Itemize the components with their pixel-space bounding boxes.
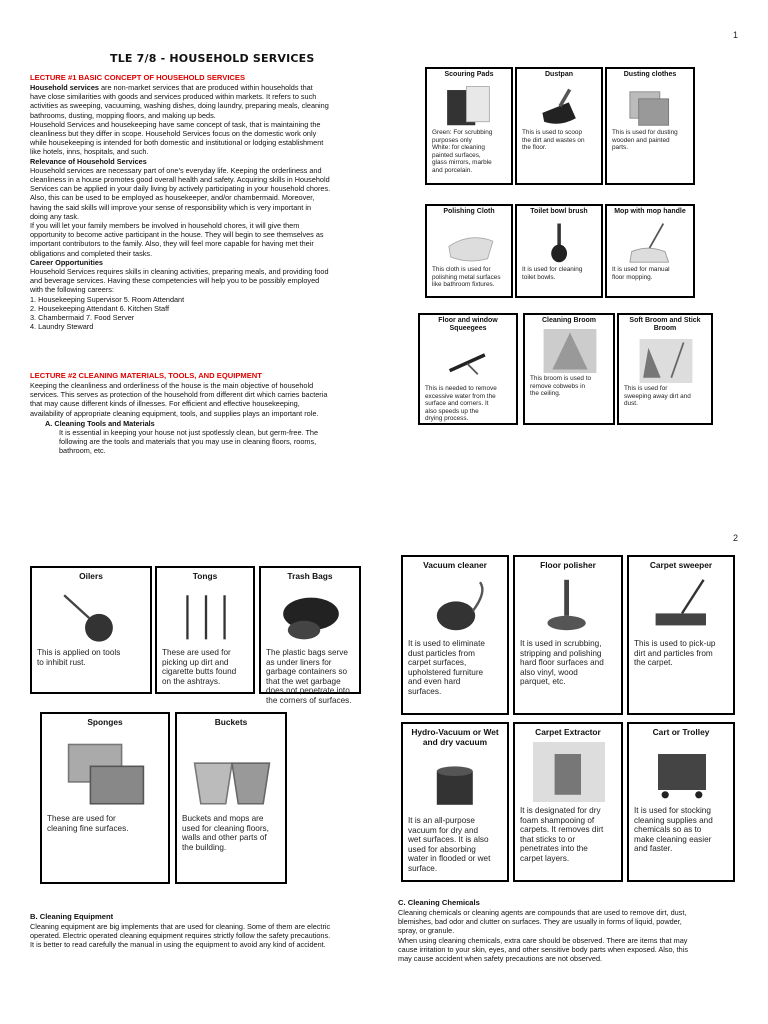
description-line: toilet bowls. bbox=[522, 273, 556, 281]
text-line bbox=[30, 304, 375, 313]
text-line: following are the tools and materials that you may use in cleaning floors, rooms, bbox=[59, 437, 317, 447]
section-b-heading: B. Cleaning Equipment bbox=[30, 912, 114, 921]
description-line: used for absorbing bbox=[408, 844, 476, 854]
description-line: chemicals so as to bbox=[634, 825, 702, 835]
line-text: while housekeeping is intended for both domestic and institutional or lodging establishment bbox=[30, 138, 324, 148]
tool-card bbox=[627, 555, 735, 715]
description-line: carpet surfaces, bbox=[408, 658, 467, 668]
text-line bbox=[30, 267, 375, 276]
description-line: the ceiling. bbox=[530, 390, 561, 398]
description-line: This is needed to remove bbox=[425, 385, 497, 392]
tool-illustration bbox=[522, 220, 598, 264]
text-line bbox=[30, 157, 375, 166]
description-line: that sticks to or bbox=[520, 834, 576, 844]
description-line: also vinyl, wood bbox=[520, 667, 578, 677]
description-line: purposes only bbox=[432, 136, 472, 144]
card-title: Tongs bbox=[192, 571, 218, 581]
line-text: have close similarities with goods and services produced within markets. It refers to such bbox=[30, 92, 317, 102]
text-line: bathroom, etc. bbox=[59, 446, 106, 456]
description-line: This is used to pick-up bbox=[634, 639, 716, 648]
tool-illustration bbox=[425, 339, 513, 383]
line-text: activities as sweeping, vacuuming, washing dishes, doing laundry, preparing meals, cleaning bbox=[30, 101, 329, 111]
line-text: 4. Laundry Steward bbox=[30, 322, 94, 332]
description-line: hard floor surfaces and bbox=[520, 658, 604, 668]
description-line: as under liners for bbox=[266, 657, 332, 667]
bold-term: Household services bbox=[30, 83, 99, 92]
description-line: that the wet garbage bbox=[266, 676, 341, 686]
text-line bbox=[30, 276, 375, 285]
description-line: These are used for bbox=[162, 648, 231, 657]
description-line: These are used for bbox=[47, 814, 116, 823]
tool-illustration bbox=[432, 83, 508, 127]
card-description bbox=[432, 266, 507, 289]
description-line: It is an all-purpose bbox=[408, 816, 475, 825]
description-line: parquet, etc. bbox=[520, 677, 566, 687]
card-description bbox=[266, 648, 355, 706]
description-line: carpets. It removes dirt bbox=[520, 825, 604, 835]
card-description bbox=[432, 129, 507, 175]
section-c-heading: C. Cleaning Chemicals bbox=[398, 898, 480, 907]
tool-card bbox=[605, 204, 695, 298]
tool-illustration bbox=[266, 586, 356, 644]
text-line: It is better to read carefully the manual in using the equipment to avoid any kind of accident. bbox=[30, 940, 326, 950]
text-line bbox=[30, 147, 375, 156]
subsection-a-body bbox=[59, 428, 369, 456]
line-text: bathrooms, dusting, mopping floors, and making up beds. bbox=[30, 110, 216, 120]
text-line bbox=[30, 92, 375, 101]
tool-illustration bbox=[522, 83, 598, 127]
text-line bbox=[30, 313, 375, 322]
tool-illustration bbox=[612, 83, 690, 127]
text-line: blemishes, bad odor and clutter on surfaces. They are usually in forms of liquid, powder, bbox=[398, 917, 682, 927]
page-number-2: 2 bbox=[733, 533, 739, 543]
card-title: Mop with mop handle bbox=[614, 208, 686, 215]
description-line: the floor. bbox=[522, 144, 547, 152]
card-description bbox=[182, 814, 281, 852]
description-line: floor mopping. bbox=[612, 273, 653, 281]
description-line: This broom is used to bbox=[530, 375, 592, 382]
lecture2-heading: LECTURE #2 CLEANING MATERIALS, TOOLS, AND EQUIPMENT bbox=[30, 371, 262, 380]
description-line: dust. bbox=[624, 400, 638, 408]
description-line: vacuum for dry and bbox=[408, 825, 479, 835]
card-description bbox=[612, 129, 689, 152]
card-description bbox=[624, 385, 707, 408]
card-description bbox=[612, 266, 689, 281]
line-text: Household Services requires skills in cleaning activities, preparing meals, and providing food bbox=[30, 267, 329, 277]
text-line bbox=[30, 258, 375, 267]
card-title: Trash Bags bbox=[287, 571, 333, 581]
description-line: This is used for dusting bbox=[612, 129, 678, 136]
description-line: also speeds up the bbox=[425, 407, 479, 415]
description-line: This cloth is used for bbox=[432, 266, 491, 273]
line-text: doing any task. bbox=[30, 211, 80, 221]
text-line: cause irritation to your skin, eyes, and other sensitive body parts when exposed. Also, this bbox=[398, 944, 689, 954]
document-title: TLE 7/8 - HOUSEHOLD SERVICES bbox=[110, 52, 315, 65]
text-line bbox=[30, 203, 375, 212]
tool-card bbox=[175, 712, 287, 884]
text-line: Cleaning chemicals or cleaning agents are compounds that are used to remove dirt, dust, bbox=[398, 908, 687, 917]
tool-card bbox=[155, 566, 255, 694]
description-line: It is used for stocking bbox=[634, 806, 711, 815]
description-line: to inhibit rust. bbox=[37, 657, 86, 667]
line-text: having the said skills will improve your sense of responsibility which is very important in bbox=[30, 202, 312, 212]
card-title: Sponges bbox=[87, 717, 123, 727]
description-line: cigarette butts found bbox=[162, 667, 237, 677]
line-text: Also, this can be used to be employed as housekeeper, and/or chambermaid. Moreover, bbox=[30, 193, 315, 203]
text-line bbox=[30, 138, 375, 147]
text-line bbox=[30, 166, 375, 175]
text-line: may cause accident when safety precautions are not observed. bbox=[398, 954, 603, 964]
line-text: Household Services and housekeeping have same concept of task, that is maintaining the bbox=[30, 119, 321, 129]
text-line bbox=[30, 295, 375, 304]
text-line bbox=[30, 322, 375, 331]
line-text: and beverage services. Having these competencies will help you to be possibly employed bbox=[30, 276, 320, 286]
text-line bbox=[30, 212, 375, 221]
description-line: the carpet. bbox=[634, 658, 673, 668]
tool-illustration bbox=[520, 575, 618, 635]
line-text: 1. Housekeeping Supervisor 5. Room Attendant bbox=[30, 294, 185, 304]
lecture1-heading: LECTURE #1 BASIC CONCEPT OF HOUSEHOLD SERVICES bbox=[30, 73, 246, 82]
text-line bbox=[30, 239, 375, 248]
tool-illustration bbox=[47, 732, 165, 810]
description-line: Green: For scrubbing bbox=[432, 129, 493, 136]
subsection-a-heading: A. Cleaning Tools and Materials bbox=[45, 419, 155, 428]
description-line: surface and corners. It bbox=[425, 400, 489, 408]
tool-card bbox=[617, 313, 713, 425]
tool-illustration bbox=[520, 742, 618, 802]
description-line: cleaning fine surfaces. bbox=[47, 823, 129, 833]
line-text: 2. Housekeeping Attendant 6. Kitchen Staff bbox=[30, 303, 170, 313]
text-line: It is essential in keeping your house not just spotlessly clean, but germ-free. The bbox=[59, 428, 319, 437]
tool-card bbox=[30, 566, 152, 694]
text-line bbox=[30, 129, 375, 138]
text-line bbox=[30, 221, 375, 230]
description-line: the building. bbox=[182, 842, 227, 852]
description-line: picking up dirt and bbox=[162, 657, 229, 667]
card-title: Toilet bowl brush bbox=[530, 208, 588, 215]
description-line: cleaning supplies and bbox=[634, 815, 713, 825]
card-title: Carpet Extractor bbox=[535, 727, 601, 737]
card-description bbox=[425, 385, 512, 423]
tool-illustration bbox=[432, 220, 508, 264]
text-line bbox=[30, 175, 375, 184]
tool-card bbox=[425, 204, 513, 298]
description-line: wooden and painted bbox=[612, 136, 670, 144]
description-line: The plastic bags serve bbox=[266, 648, 348, 657]
description-line: It is used for manual bbox=[612, 266, 670, 273]
description-line: wet surfaces. It is also bbox=[408, 835, 489, 845]
card-description bbox=[520, 639, 617, 687]
lecture1-body bbox=[30, 83, 375, 331]
description-line: It is designated for dry bbox=[520, 806, 601, 815]
line-text: with the following careers: bbox=[30, 285, 114, 295]
card-description bbox=[47, 814, 164, 833]
card-description bbox=[634, 639, 729, 668]
tool-card bbox=[523, 313, 615, 425]
tool-illustration bbox=[408, 575, 504, 635]
description-line: and porcelain. bbox=[432, 166, 473, 174]
description-line: foam shampooing of bbox=[520, 815, 595, 825]
line-text: If you will let your family members be involved in household chores, it will give them bbox=[30, 221, 300, 231]
text-line: availability of appropriate cleaning equipment, tools, and supplies plays an important role. bbox=[30, 408, 319, 418]
description-line: polishing metal surfaces bbox=[432, 273, 501, 281]
card-title: Hydro-Vacuum or Wet and dry vacuum bbox=[411, 727, 499, 747]
text-line bbox=[30, 101, 375, 110]
description-line: garbage containers so bbox=[266, 667, 348, 677]
card-description bbox=[408, 639, 503, 697]
tool-card bbox=[515, 204, 603, 298]
line-text: important contributors to the family. Also, they will feel more capable for having met their bbox=[30, 239, 314, 249]
card-title: Scouring Pads bbox=[444, 71, 494, 78]
line-text: obligations and completed their tasks. bbox=[30, 248, 153, 258]
tool-illustration bbox=[408, 752, 504, 812]
card-description bbox=[162, 648, 249, 686]
text-line bbox=[30, 120, 375, 129]
description-line: and faster. bbox=[634, 844, 673, 854]
line-text: 3. Chambermaid 7. Food Server bbox=[30, 313, 135, 323]
bold-term: Career Opportunities bbox=[30, 257, 103, 267]
card-description bbox=[634, 806, 729, 854]
description-line: It is used to eliminate bbox=[408, 639, 485, 648]
tool-card bbox=[418, 313, 518, 425]
line-text: like hotels, inns, hospitals, and such. bbox=[30, 147, 149, 157]
description-line: painted surfaces, bbox=[432, 151, 481, 159]
description-line: excessive water from the bbox=[425, 392, 496, 400]
card-title: Dustpan bbox=[545, 71, 573, 78]
card-title: Floor and window Squeegees bbox=[438, 317, 498, 332]
tool-card bbox=[425, 67, 513, 185]
tool-illustration bbox=[624, 339, 708, 383]
card-description bbox=[520, 806, 617, 864]
description-line: and even hard bbox=[408, 677, 461, 687]
line-text: are non-market services that are produced within households that bbox=[98, 83, 313, 92]
card-description bbox=[522, 129, 597, 152]
card-title: Vacuum cleaner bbox=[423, 560, 487, 570]
text-line: services. This serves as protection of the household from different dirt which carries bacteria bbox=[30, 390, 328, 400]
tool-card bbox=[259, 566, 361, 705]
description-line: make cleaning easier bbox=[634, 834, 712, 844]
tool-illustration bbox=[162, 586, 250, 644]
description-line: used for cleaning floors, bbox=[182, 823, 269, 833]
card-title: Dusting clothes bbox=[623, 71, 677, 78]
description-line: It is used for cleaning bbox=[522, 266, 583, 273]
tool-card bbox=[40, 712, 170, 884]
lecture2-body bbox=[30, 381, 375, 418]
line-text: Services can be applied in your daily living by actively participating in your household chores. bbox=[30, 184, 331, 194]
card-description bbox=[522, 266, 597, 281]
text-line bbox=[30, 285, 375, 294]
description-line: surfaces. bbox=[408, 686, 442, 696]
text-line: Keeping the cleanliness and orderliness of the house is the main objective of household bbox=[30, 381, 314, 390]
description-line: dirt and particles from bbox=[634, 648, 713, 658]
section-b-body bbox=[30, 922, 375, 950]
description-line: glass mirrors, marble bbox=[432, 159, 492, 167]
page-number-1: 1 bbox=[733, 30, 739, 40]
tool-card bbox=[401, 722, 509, 882]
tool-illustration bbox=[530, 329, 610, 373]
text-line bbox=[30, 111, 375, 120]
card-title: Carpet sweeper bbox=[649, 560, 713, 570]
description-line: on the ashtrays. bbox=[162, 676, 221, 686]
description-line: White: for cleaning bbox=[432, 144, 485, 152]
description-line: the corners of surfaces. bbox=[266, 695, 352, 705]
bold-term: Relevance of Household Services bbox=[30, 156, 147, 166]
card-title: Oilers bbox=[79, 571, 103, 581]
card-description bbox=[37, 648, 146, 667]
text-line bbox=[30, 230, 375, 239]
description-line: This is used to scoop bbox=[522, 129, 583, 136]
card-title: Cleaning Broom bbox=[541, 317, 597, 324]
text-line bbox=[30, 193, 375, 202]
tool-card bbox=[515, 67, 603, 185]
description-line: remove cobwebs in bbox=[530, 382, 586, 390]
card-description bbox=[530, 375, 609, 398]
card-description bbox=[408, 816, 503, 874]
description-line: surface. bbox=[408, 863, 438, 873]
tool-card bbox=[513, 722, 623, 882]
description-line: the dirt and wastes on bbox=[522, 136, 585, 144]
text-line: spray, or granule. bbox=[398, 926, 455, 936]
section-c-body bbox=[398, 908, 743, 963]
card-title: Cart or Trolley bbox=[652, 727, 710, 737]
description-line: stripping and polishing bbox=[520, 648, 602, 658]
line-text: cleanliness but they differ in scope. Household Services focus on the domestic work only bbox=[30, 129, 317, 139]
tool-illustration bbox=[37, 586, 147, 644]
text-line: Cleaning equipment are big implements that are used for cleaning. Some of them are electric bbox=[30, 922, 331, 931]
text-line: that may cause different kinds of illnesses. For efficient and effective housekeeping, bbox=[30, 399, 300, 409]
text-line bbox=[30, 249, 375, 258]
tool-illustration bbox=[612, 220, 690, 264]
description-line: does not penetrate into bbox=[266, 686, 350, 696]
description-line: parts. bbox=[612, 144, 628, 152]
text-line: operated. Electric operated cleaning equipment requires strictly follow the safety precautions. bbox=[30, 931, 331, 941]
tool-illustration bbox=[634, 575, 730, 635]
description-line: This is applied on tools bbox=[37, 648, 121, 657]
line-text: opportunity to become active participant in the house. They will begin to see themselves as bbox=[30, 230, 324, 240]
description-line: walls and other parts of bbox=[182, 833, 267, 843]
text-line bbox=[30, 184, 375, 193]
description-line: carpet layers. bbox=[520, 853, 570, 863]
description-line: It is used in scrubbing, bbox=[520, 639, 602, 648]
card-title: Polishing Cloth bbox=[443, 208, 495, 215]
text-line bbox=[30, 83, 375, 92]
tool-card bbox=[627, 722, 735, 882]
description-line: like bathroom fixtures. bbox=[432, 281, 495, 289]
description-line: Buckets and mops are bbox=[182, 814, 264, 823]
description-line: upholstered furniture bbox=[408, 667, 484, 677]
description-line: drying process. bbox=[425, 415, 469, 423]
card-title: Floor polisher bbox=[540, 560, 596, 570]
tool-card bbox=[513, 555, 623, 715]
description-line: dust particles from bbox=[408, 648, 475, 658]
description-line: This is used for bbox=[624, 385, 668, 392]
card-title: Buckets bbox=[214, 717, 248, 727]
tool-card bbox=[605, 67, 695, 185]
tool-illustration bbox=[634, 742, 730, 802]
text-line: When using cleaning chemicals, extra care should be observed. There are items that may bbox=[398, 935, 688, 945]
tool-card bbox=[401, 555, 509, 715]
line-text: cleanliness in a house promotes good overall health and safety. Acquiring skills in Household bbox=[30, 175, 330, 185]
description-line: water in flooded or wet bbox=[408, 854, 491, 864]
card-title: Soft Broom and Stick Broom bbox=[629, 317, 701, 332]
description-line: penetrates into the bbox=[520, 844, 588, 854]
line-text: Household services are necessary part of one’s everyday life. Keeping the orderliness and bbox=[30, 165, 322, 175]
description-line: sweeping away dirt and bbox=[624, 392, 691, 400]
tool-illustration bbox=[182, 732, 282, 810]
